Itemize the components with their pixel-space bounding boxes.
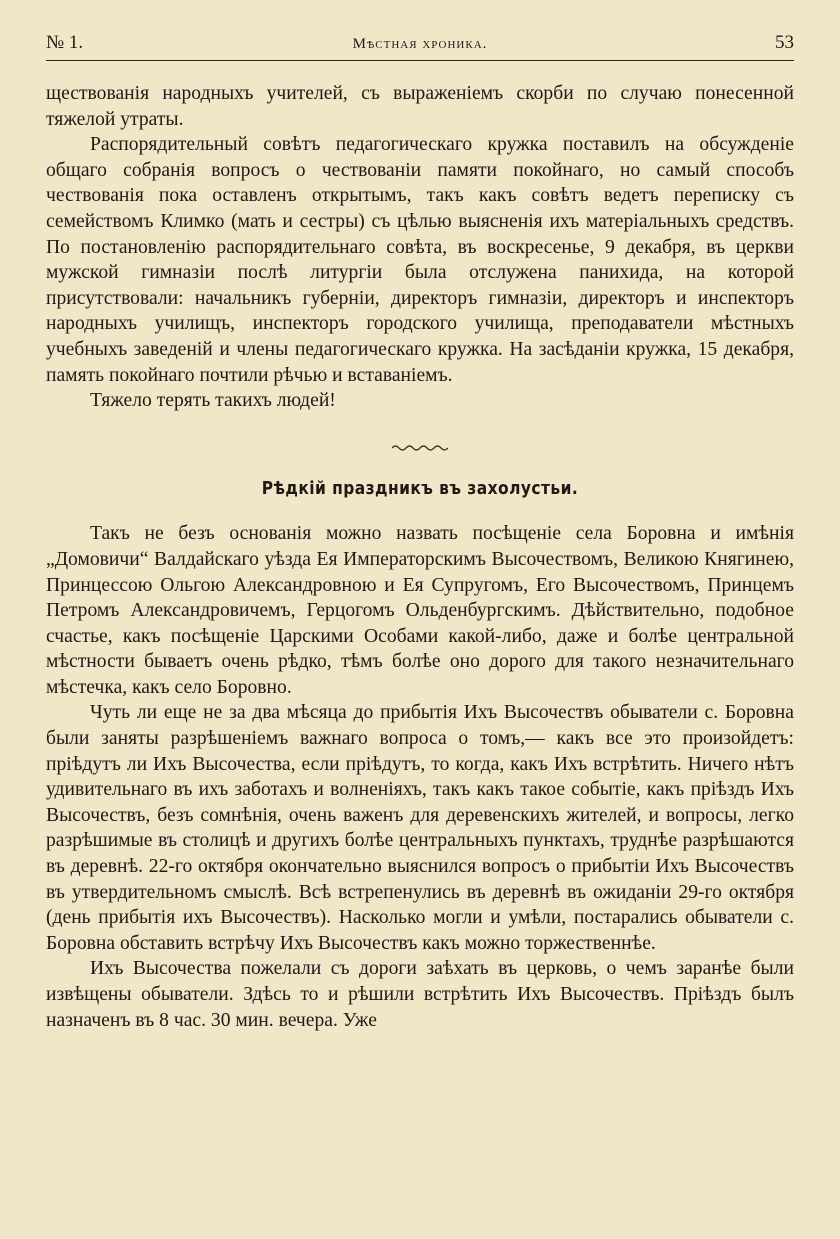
- running-header: [46, 30, 794, 61]
- paragraph: Такъ не безъ основанія можно назвать посѣщеніе села Боровна и имѣнія „Домовичи“ Валдайскаго уѣзда Ея Императорскимъ Высочествомъ, Великою Княгинею, Принцессою Ольгою Александровною и Ея Супругомъ, Его Высочествомъ, Принцемъ Петромъ Александровичемъ, Герцогомъ Ольденбургскимъ. Дѣйствительно, подобное счастье, какъ посѣщеніе Царскими Особами какой-либо, даже и болѣе центральной мѣстности бываетъ очень рѣдко, тѣмъ болѣе оно дорого для такого незначительнаго мѣстечка, какъ село Боровно.: [46, 523, 794, 698]
- page-number: 53: [775, 32, 794, 53]
- paragraph-continuation: ществованія народныхъ учителей, съ выраженіемъ скорби по случаю понесенной тяжелой утраты.: [46, 83, 794, 130]
- paragraph: Распорядительный совѣтъ педагогическаго кружка поставилъ на обсужденіе общаго собранія вопросъ о чествованіи памяти покойнаго, но самый способъ чествованія пока оставленъ открытымъ, такъ какъ совѣтъ ведетъ переписку съ семействомъ Климко (мать и сестры) съ цѣлью выясненія ихъ матеріальныхъ средствъ. По постановленію распорядительнаго совѣта, въ воскресенье, 9 декабря, въ церкви мужской гимназіи послѣ литургіи была отслужена панихида, на которой присутствовали: начальникъ губерніи, директоръ гимназіи, директоръ и инспекторъ народныхъ училищъ, инспекторъ городского училища, преподаватели мѣстныхъ учебныхъ заведеній и члены педагогическаго кружка. На засѣданіи кружка, 15 декабря, память покойнаго почтили рѣчью и вставаніемъ.: [46, 134, 794, 386]
- issue-number: № 1.: [46, 32, 84, 53]
- page-body: [46, 81, 794, 1033]
- paragraph: Тяжело терять такихъ людей!: [90, 390, 336, 412]
- article-title: Рѣдкій праздникъ въ захолустьи.: [261, 477, 579, 499]
- previous-article: [46, 81, 794, 414]
- article-body: [46, 521, 794, 1033]
- paragraph: Чуть ли еще не за два мѣсяца до прибытія Ихъ Высочествъ обыватели с. Боровна были заняты разрѣшеніемъ важнаго вопроса о томъ,— какъ все это произойдетъ: пріѣдутъ ли Ихъ Высочества, если пріѣдутъ, то когда, какъ Ихъ встрѣтить. Ничего нѣтъ удивительнаго въ ихъ заботахъ и волненіяхъ, такъ какъ такое событіе, какъ пріѣздъ Ихъ Высочествъ, безъ сомнѣнія, очень важенъ для деревенскихъ жителей, и вопросы, легко разрѣшимые въ столицѣ и другихъ болѣе центральныхъ пунктахъ, труднѣе разрѣшаются въ деревнѣ. 22-го октября окончательно выяснился вопросъ о прибытіи Ихъ Высочествъ въ утвердительномъ смыслѣ. Всѣ встрепенулись въ деревнѣ въ ожиданіи 29-го октября (день прибытія ихъ Высочествъ). Насколько могли и умѣли, постарались обыватели с. Боровна обставить встрѣчу Ихъ Высочествъ какъ можно торжественнѣе.: [46, 702, 794, 954]
- document-page: [46, 30, 794, 1033]
- ornamental-divider: [392, 444, 448, 452]
- paragraph: Ихъ Высочества пожелали съ дороги заѣхать въ церковь, о чемъ заранѣе были извѣщены обыватели. Здѣсь то и рѣшили встрѣтить Ихъ Высочествъ. Пріѣздъ былъ назначенъ въ 8 час. 30 мин. вечера. Уже: [46, 958, 794, 1031]
- section-title: Мѣстная хроника.: [352, 36, 488, 52]
